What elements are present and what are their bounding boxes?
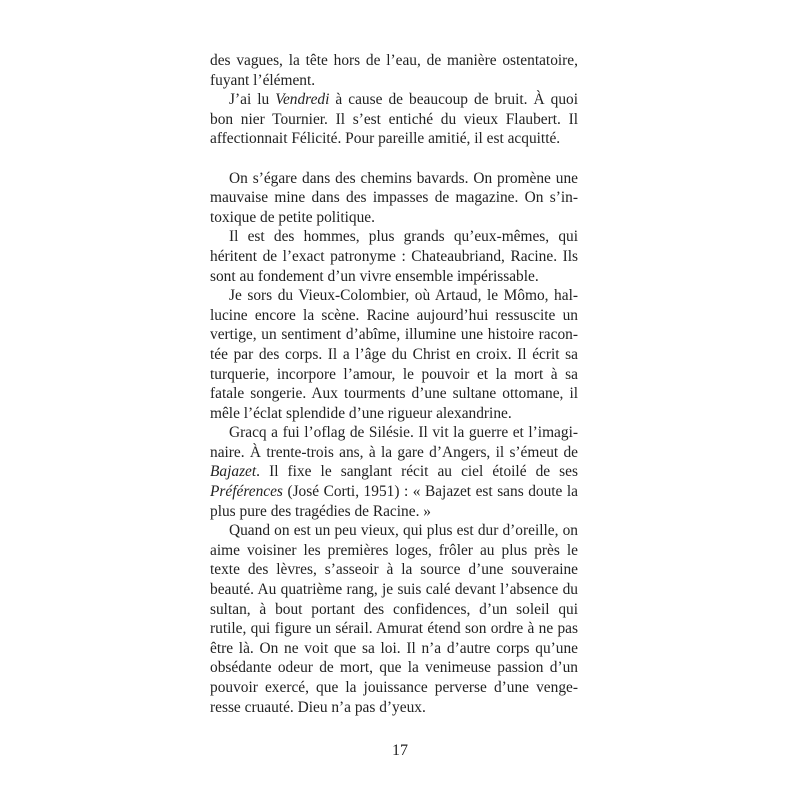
section-break <box>210 149 578 169</box>
paragraph: des vagues, la tête hors de l’eau, de manière ostentatoire, fuyant l’élément. <box>210 52 578 89</box>
paragraph: J’ai lu Vendredi à cause de beaucoup de bruit. À quoi bon nier Tournier. Il s’est entiché du vieux Flaubert. Il affectionnait Félicité. Pour pareille amitié, il est acquitté. <box>210 91 578 148</box>
paragraph: Je sors du Vieux-Colombier, où Artaud, le Mômo, hallucine encore la scène. Racine aujourd’hui ressuscite un vertige, un sentiment d’abîme, illumine une histoire racontée par des corps. Il a l’âge du Christ en croix. Il écrit sa turquerie, incorpore l’amour, le pouvoir et la mort à sa fatale songerie. Aux tourments d’une sultane ottomane, il mêle l’éclat splendide d’une rigueur alexandrine. <box>210 287 578 422</box>
text-section-2 <box>210 169 578 718</box>
page-number: 17 <box>392 742 408 759</box>
text-column <box>210 51 578 717</box>
italic-title: Bajazet <box>210 463 257 481</box>
paragraph: Gracq a fui l’oflag de Silésie. Il vit la guerre et l’imaginaire. À trente-trois ans, à la gare d’Angers, il s’émeut de Bajazet. Il fixe le sanglant récit au ciel étoilé de ses Préférences (José Corti, 1951) : « Bajazet est sans doute la plus pure des tragédies de Racine. » <box>210 424 578 520</box>
paragraph: On s’égare dans des chemins bavards. On promène une mauvaise mine dans des impasses de magazine. On s’intoxique de petite politique. <box>210 169 578 226</box>
italic-title: Préférences <box>210 483 283 501</box>
text-section-1 <box>210 51 578 149</box>
paragraph: Il est des hommes, plus grands qu’eux-mêmes, qui héritent de l’exact patronyme : Chateaubriand, Racine. Ils sont au fondement d’un vivre ensemble impérissable. <box>210 228 578 285</box>
paragraph: Quand on est un peu vieux, qui plus est dur d’oreille, on aime voisiner les premières loges, frôler au plus près le texte des lèvres, s’asseoir à la source d’une souveraine beauté. Au quatrième rang, je suis calé devant l’absence du sultan, à bout portant des confidences, d’un soleil qui rutile, qui figure un sérail. Amurat étend son ordre à ne pas être là. On ne voit que sa loi. Il n’a d’autre corps qu’une obsédante odeur de mort, que la venimeuse passion d’un pouvoir exercé, que la jouissance perverse d’une vengeresse cruauté. Dieu n’a pas d’yeux. <box>210 522 578 716</box>
italic-title: Vendredi <box>275 91 330 109</box>
